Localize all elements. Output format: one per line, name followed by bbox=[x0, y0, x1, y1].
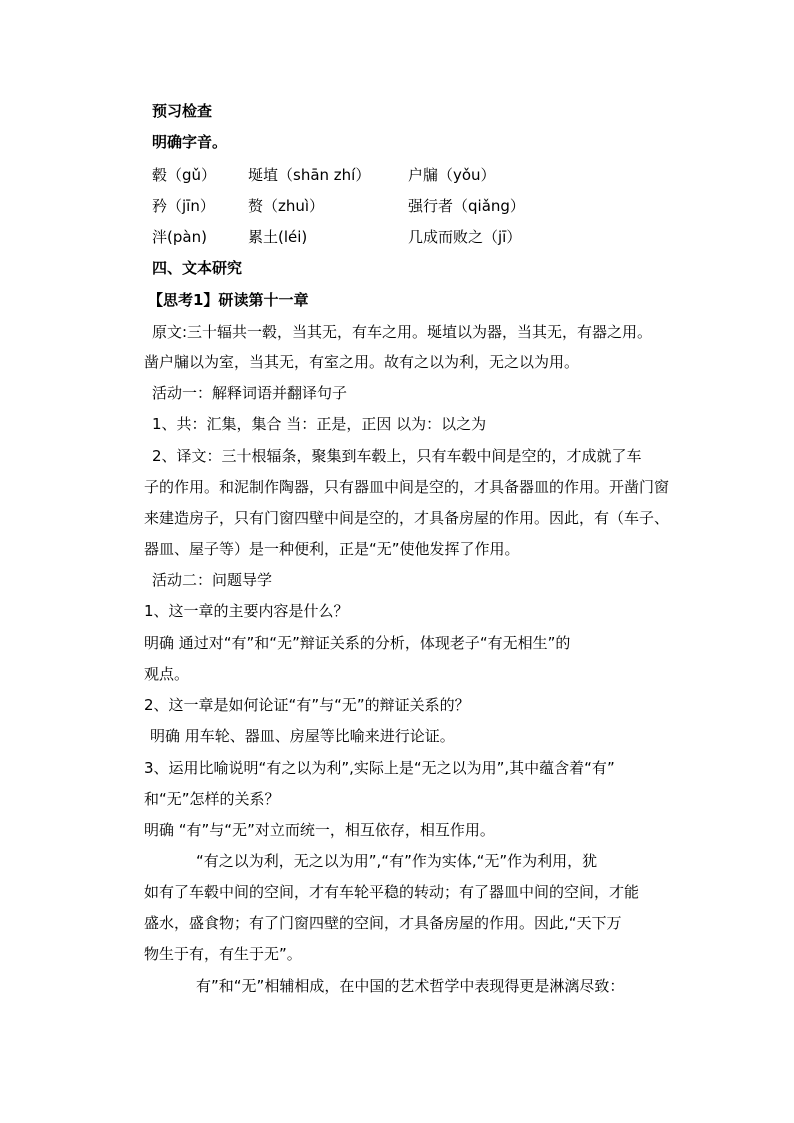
pinyin-cell: 累土(léi) bbox=[248, 228, 308, 246]
answer-2: 明确 用车轮、器皿、房屋等比喻来进行论证。 bbox=[150, 727, 455, 745]
question-1: 1、这一章的主要内容是什么？ bbox=[144, 602, 349, 620]
translation-line: 2、译文：三十根辐条，聚集到车毂上，只有车毂中间是空的，才成就了车 bbox=[152, 447, 642, 465]
pinyin-cell: 矜（jīn） bbox=[152, 197, 215, 215]
preview-subheading: 明确字音。 bbox=[152, 133, 228, 151]
section-heading: 四、文本研究 bbox=[152, 259, 243, 277]
pinyin-cell: 毂（gǔ） bbox=[152, 166, 217, 184]
answer-1-line: 观点。 bbox=[144, 665, 190, 683]
activity1-item1: 1、共：汇集，集合 当：正是，正因 以为：以之为 bbox=[152, 415, 487, 433]
original-text-line: 原文:三十辐共一毂，当其无，有车之用。埏埴以为器，当其无，有器之用。 bbox=[152, 323, 653, 341]
translation-line: 子的作用。和泥制作陶器，只有器皿中间是空的，才具备器皿的作用。开凿门窗 bbox=[144, 478, 670, 496]
original-text-line: 凿户牖以为室，当其无，有室之用。故有之以为利，无之以为用。 bbox=[144, 353, 580, 371]
pinyin-cell: 几成而败之（jī） bbox=[408, 228, 522, 246]
closing-line: 有”和“无”相辅相成，在中国的艺术哲学中表现得更是淋漓尽致： bbox=[196, 977, 625, 995]
think1-title: 【思考1】研读第十一章 bbox=[148, 291, 309, 309]
pinyin-cell: 泮(pàn) bbox=[152, 228, 207, 246]
answer-3: 明确 “有”与“无”对立而统一，相互依存，相互作用。 bbox=[144, 821, 495, 839]
explanation-line: 物生于有，有生于无”。 bbox=[144, 945, 302, 963]
translation-line: 器皿、屋子等）是一种便利，正是“无”使他发挥了作用。 bbox=[144, 540, 520, 558]
answer-1-line: 明确 通过对“有”和“无”辩证关系的分析，体现老子“有无相生”的 bbox=[144, 634, 571, 652]
pinyin-cell: 赘（zhuì） bbox=[248, 197, 325, 215]
explanation-line: 如有了车毂中间的空间，才有车轮平稳的转动；有了器皿中间的空间，才能 bbox=[144, 883, 640, 901]
question-2: 2、这一章是如何论证“有”与“无”的辩证关系的？ bbox=[144, 696, 470, 714]
question-3-line: 和“无”怎样的关系？ bbox=[144, 790, 280, 808]
pinyin-cell: 埏埴（shān zhí） bbox=[248, 166, 371, 184]
activity1-title: 活动一：解释词语并翻译句子 bbox=[152, 384, 348, 402]
translation-line: 来建造房子，只有门窗四壁中间是空的，才具备房屋的作用。因此，有（车子、 bbox=[144, 509, 670, 527]
pinyin-cell: 户牖（yǒu） bbox=[408, 166, 496, 184]
question-3-line: 3、运用比喻说明“有之以为利”,实际上是“无之以为用”,其中蕴含着“有” bbox=[144, 759, 615, 777]
explanation-line: 盛水，盛食物；有了门窗四壁的空间，才具备房屋的作用。因此,“天下万 bbox=[144, 914, 622, 932]
activity2-title: 活动二：问题导学 bbox=[152, 571, 273, 589]
preview-heading: 预习检查 bbox=[152, 102, 213, 120]
explanation-line: “有之以为利，无之以为用”,“有”作为实体,“无”作为利用，犹 bbox=[196, 852, 598, 870]
pinyin-cell: 强行者（qiǎng） bbox=[408, 197, 525, 215]
